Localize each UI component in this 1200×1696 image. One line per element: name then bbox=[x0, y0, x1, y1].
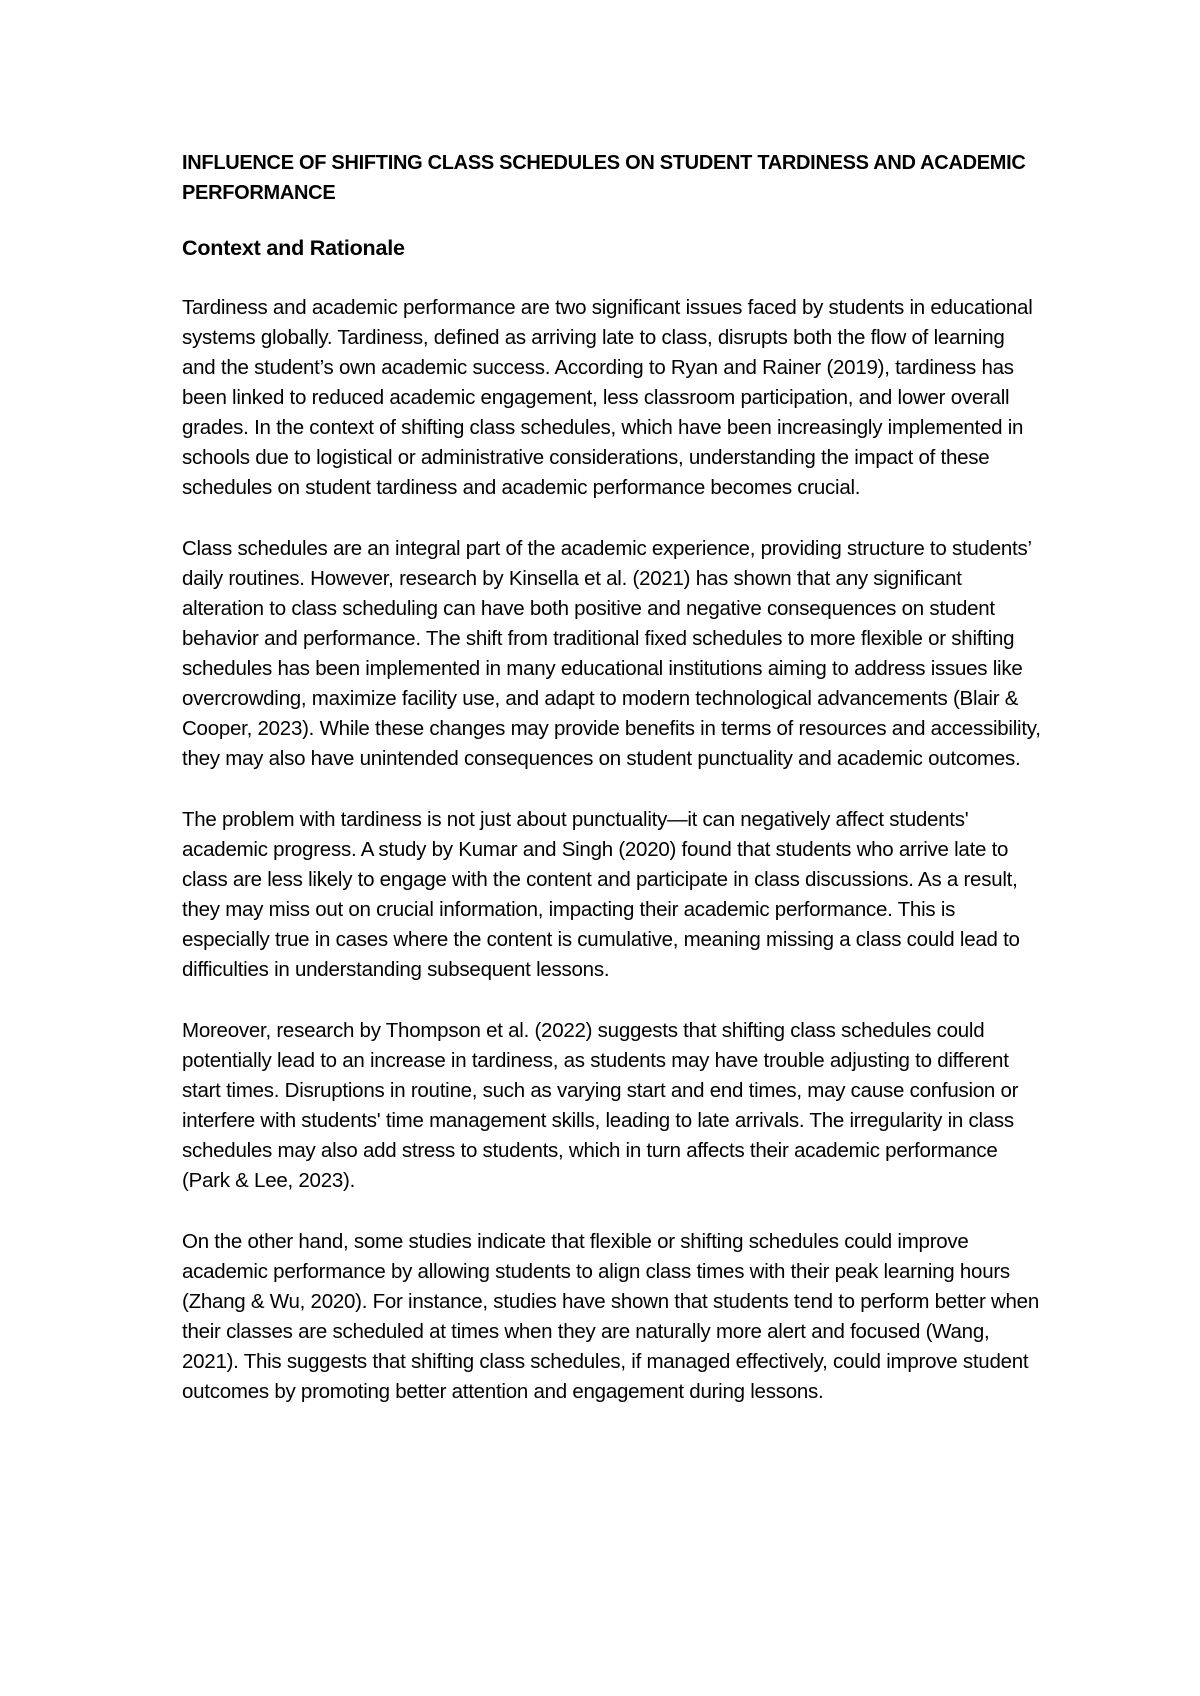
section-heading: Context and Rationale bbox=[182, 236, 405, 260]
paragraph-3: The problem with tardiness is not just about punctuality—it can negatively affect students' academic progress. A study by Kumar and Singh (2020) found that students who arrive late to class are less likely to engage with the content and participate in class discussions. As a result, they may miss out on crucial information, impacting their academic performance. This is especially true in cases where the content is cumulative, meaning missing a class could lead to difficulties in understanding subsequent lessons. bbox=[182, 808, 1020, 981]
paragraph-5: On the other hand, some studies indicate that flexible or shifting schedules could improve academic performance by allowing students to align class times with their peak learning hours (Zhang & Wu, 2020). For instance, studies have shown that students tend to perform better when their classes are scheduled at times when they are naturally more alert and focused (Wang, 2021). This suggests that shifting class schedules, if managed effectively, could improve student outcomes by promoting better attention and engagement during lessons. bbox=[182, 1230, 1039, 1403]
paragraph-4: Moreover, research by Thompson et al. (2022) suggests that shifting class schedules could potentially lead to an increase in tardiness, as students may have trouble adjusting to different start times. Disruptions in routine, such as varying start and end times, may cause confusion or interfere with students' time management skills, leading to late arrivals. The irregularity in class schedules may also add stress to students, which in turn affects their academic performance (Park & Lee, 2023). bbox=[182, 1019, 1019, 1192]
paragraph-1: Tardiness and academic performance are two significant issues faced by students in educational systems globally. Tardiness, defined as arriving late to class, disrupts both the flow of learning and the student’s own academic success. According to Ryan and Rainer (2019), tardiness has been linked to reduced academic engagement, less classroom participation, and lower overall grades. In the context of shifting class schedules, which have been increasingly implemented in schools due to logistical or administrative considerations, understanding the impact of these schedules on student tardiness and academic performance becomes crucial. bbox=[182, 296, 1033, 499]
document-title: INFLUENCE OF SHIFTING CLASS SCHEDULES ON STUDENT TARDINESS AND ACADEMIC PERFORMANCE bbox=[182, 152, 1026, 204]
paragraph-2: Class schedules are an integral part of the academic experience, providing structure to students’ daily routines. However, research by Kinsella et al. (2021) has shown that any significant alteration to class scheduling can have both positive and negative consequences on student behavior and performance. The shift from traditional fixed schedules to more flexible or shifting schedules has been implemented in many educational institutions aiming to address issues like overcrowding, maximize facility use, and adapt to modern technological advancements (Blair & Cooper, 2023). While these changes may provide benefits in terms of resources and accessibility, they may also have unintended consequences on student punctuality and academic outcomes. bbox=[182, 537, 1041, 770]
document-body bbox=[182, 148, 1042, 1407]
